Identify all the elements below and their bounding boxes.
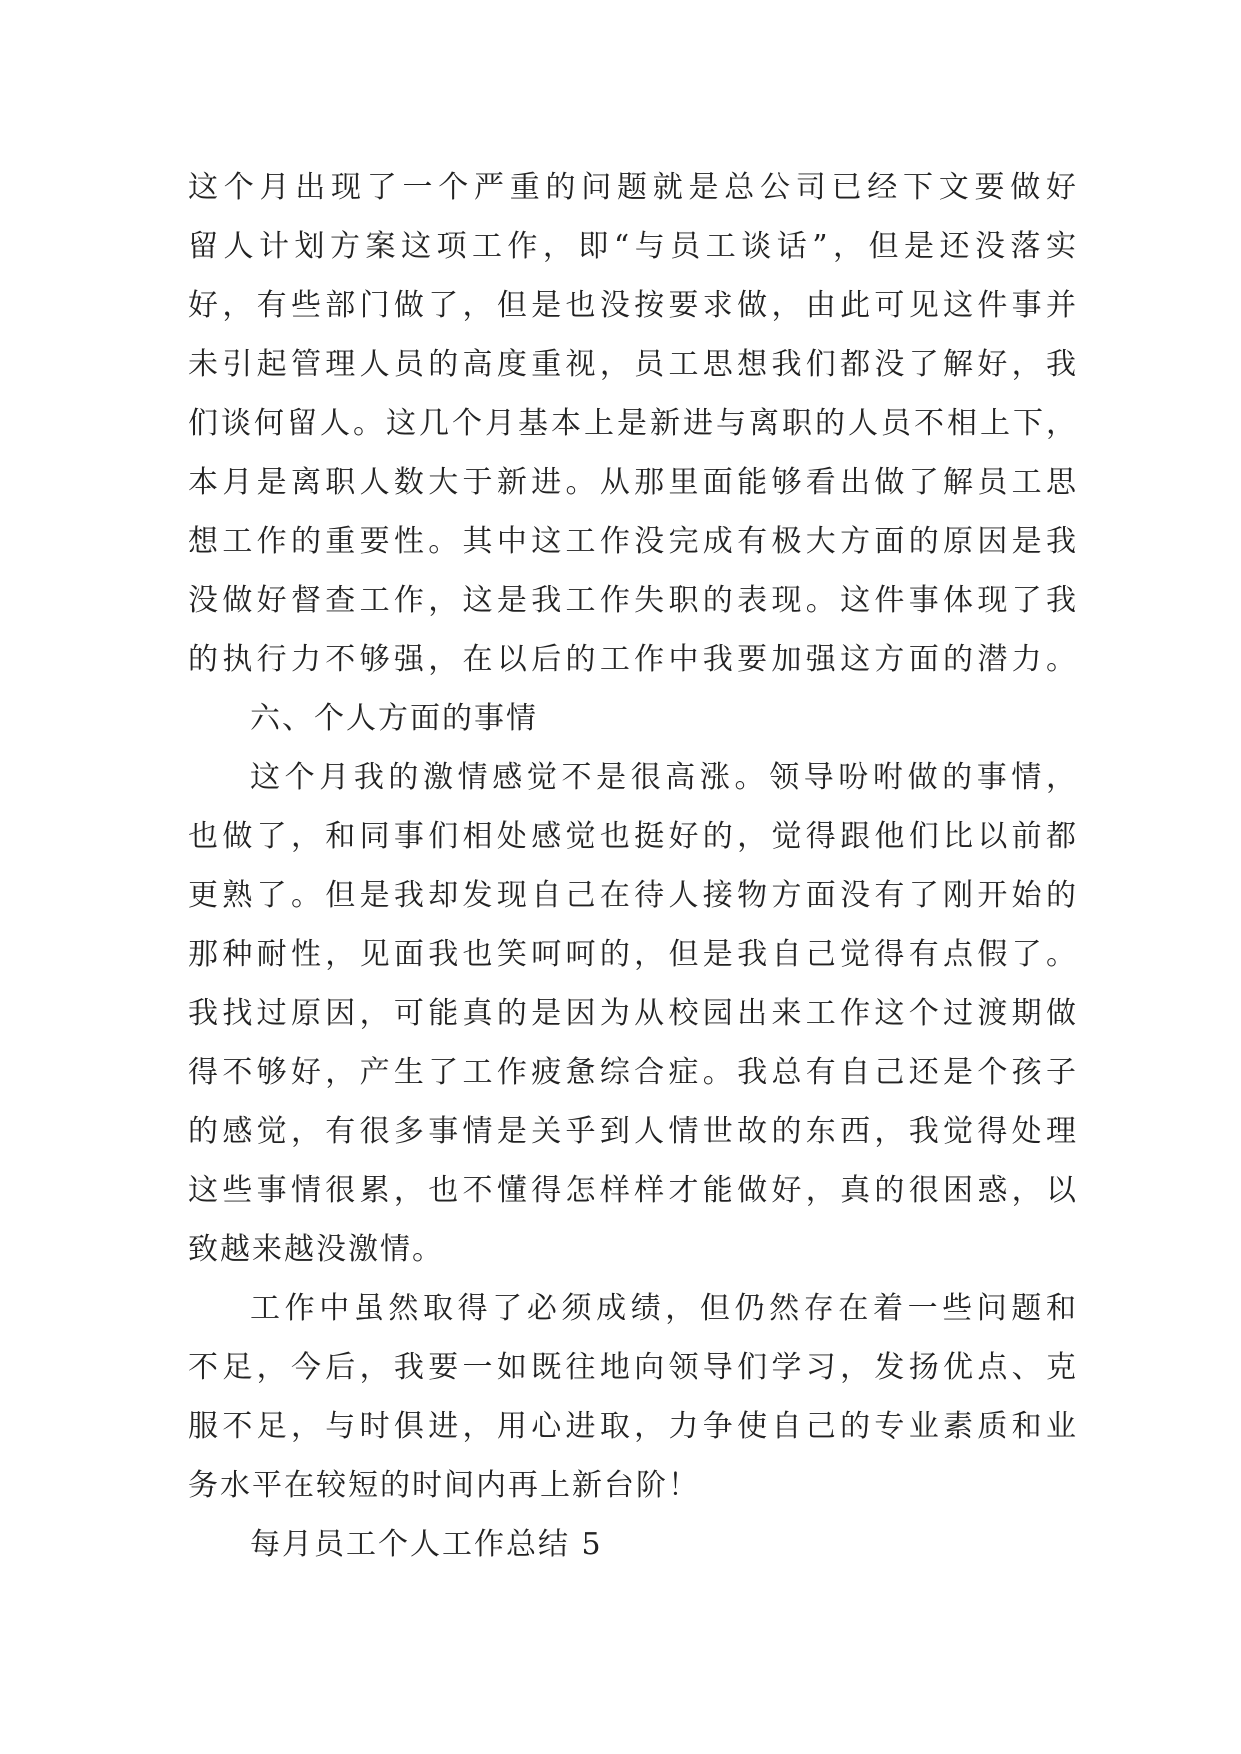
text-line: 服不足，与时俱进，用心进取，力争使自己的专业素质和业 xyxy=(188,1409,1078,1444)
text-line: 每月员工个人工作总结 5 xyxy=(250,1527,603,1562)
text-line: 那种耐性，见面我也笑呵呵的，但是我自己觉得有点假了。 xyxy=(188,937,1078,972)
text-line: 留人计划方案这项工作，即“与员工谈话”，但是还没落实 xyxy=(188,229,1078,264)
text-line: 这个月出现了一个严重的问题就是总公司已经下文要做好 xyxy=(188,170,1078,205)
document-body xyxy=(188,158,1078,1574)
text-line: 致越来越没激情。 xyxy=(188,1232,444,1267)
text-line: 我找过原因，可能真的是因为从校园出来工作这个过渡期做 xyxy=(188,996,1078,1031)
text-line: 不足，今后，我要一如既往地向领导们学习，发扬优点、克 xyxy=(188,1350,1078,1385)
text-line: 工作中虽然取得了必须成绩，但仍然存在着一些问题和 xyxy=(250,1291,1078,1326)
text-line: 们谈何留人。这几个月基本上是新进与离职的人员不相上下， xyxy=(188,406,1078,441)
text-line: 的感觉，有很多事情是关乎到人情世故的东西，我觉得处理 xyxy=(188,1114,1078,1149)
text-line: 没做好督查工作，这是我工作失职的表现。这件事体现了我 xyxy=(188,583,1078,618)
text-line: 得不够好，产生了工作疲惫综合症。我总有自己还是个孩子 xyxy=(188,1055,1078,1090)
text-line: 务水平在较短的时间内再上新台阶！ xyxy=(188,1468,700,1503)
text-line: 这些事情很累，也不懂得怎样样才能做好，真的很困惑，以 xyxy=(188,1173,1078,1208)
text-line: 未引起管理人员的高度重视，员工思想我们都没了解好，我 xyxy=(188,347,1078,382)
text-line: 六、个人方面的事情 xyxy=(250,701,538,736)
text-line: 的执行力不够强，在以后的工作中我要加强这方面的潜力。 xyxy=(188,642,1078,677)
text-line: 也做了，和同事们相处感觉也挺好的，觉得跟他们比以前都 xyxy=(188,819,1078,854)
text-line: 更熟了。但是我却发现自己在待人接物方面没有了刚开始的 xyxy=(188,878,1078,913)
text-line: 这个月我的激情感觉不是很高涨。领导吩咐做的事情， xyxy=(250,760,1078,795)
text-line: 想工作的重要性。其中这工作没完成有极大方面的原因是我 xyxy=(188,524,1078,559)
text-line: 好，有些部门做了，但是也没按要求做，由此可见这件事并 xyxy=(188,288,1078,323)
text-line: 本月是离职人数大于新进。从那里面能够看出做了解员工思 xyxy=(188,465,1078,500)
